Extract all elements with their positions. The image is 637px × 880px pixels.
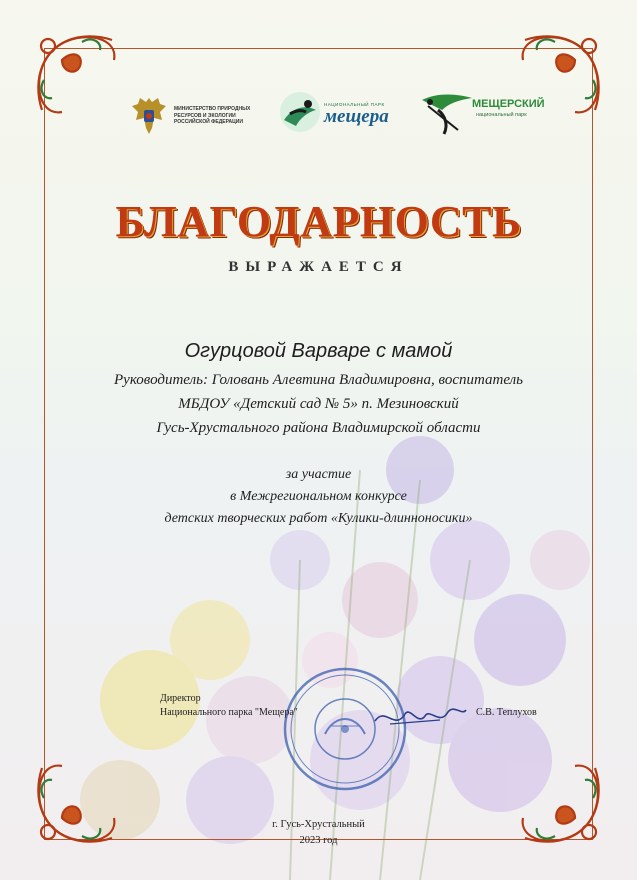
district-line: Гусь-Хрустального района Владимирской области — [156, 420, 481, 436]
signatory-name: С.В. Теплухов — [476, 707, 537, 718]
supervisor-line: Руководитель: Головань Алевтина Владимировна, воспитатель — [114, 372, 523, 388]
institution-line: МБДОУ «Детский сад № 5» п. Мезиновский — [178, 396, 459, 412]
ministry-logo — [128, 94, 258, 138]
certificate-subtitle: ВЫРАЖАЕТСЯ — [228, 259, 409, 275]
handwritten-signature — [370, 696, 470, 736]
meshchersky-wordmark: МЕЩЕРСКИЙ — [472, 98, 545, 110]
corner-ornament-top-left — [22, 20, 132, 130]
meshchersky-subtitle: национальный парк — [476, 112, 527, 118]
meshchersky-park-logo — [418, 88, 558, 140]
meshchera-park-logo — [278, 88, 408, 140]
meshchera-wordmark: мещера — [324, 106, 389, 127]
meshchera-subtitle: НАЦИОНАЛЬНЫЙ ПАРК — [324, 102, 385, 107]
issue-city: г. Гусь-Хрустальный — [272, 819, 365, 830]
double-headed-eagle-emblem-icon — [130, 94, 168, 138]
contest-line: в Межрегиональном конкурсе — [230, 489, 407, 504]
contest-name-line: детских творческих работ «Кулики-длинноносики» — [164, 511, 473, 526]
signatory-role-line2: Национального парка "Мещера" — [160, 707, 298, 718]
recipient-name: Огурцовой Варваре с мамой — [184, 340, 453, 362]
logos-row — [128, 88, 548, 148]
certificate-title: БЛАГОДАРНОСТЬ — [115, 197, 522, 246]
signatory-role-line1: Директор — [160, 693, 201, 704]
signatory-role — [160, 692, 298, 720]
meshchera-bird-icon — [278, 90, 322, 134]
issue-year: 2023 год — [299, 835, 338, 846]
participation-line: за участие — [285, 467, 352, 482]
ministry-name: МИНИСТЕРСТВО ПРИРОДНЫХ РЕСУРСОВ И ЭКОЛОГИИ РОССИЙСКОЙ ФЕДЕРАЦИИ — [174, 106, 251, 125]
crane-bird-icon — [418, 90, 474, 136]
